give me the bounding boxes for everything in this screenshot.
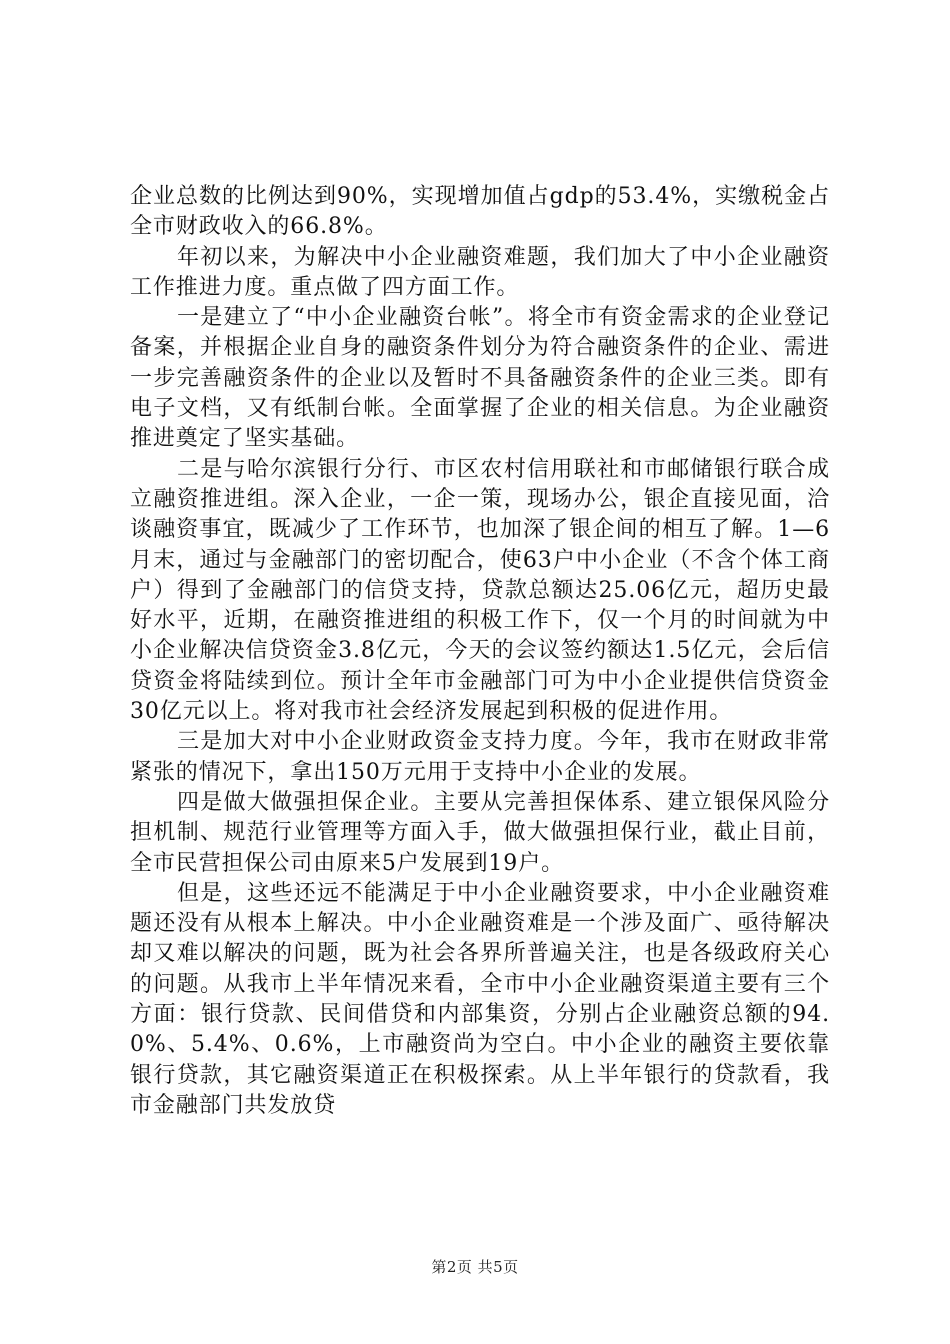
paragraph-3: 一是建立了“中小企业融资台帐”。将全市有资金需求的企业登记备案，并根据企业自身的融资条件划分为符合融资条件的企业、需进一步完善融资条件的企业以及暂时不具备融资条件的企业三类。即有电子文档，又有纸制台帐。全面掌握了企业的相关信息。为企业融资推进奠定了坚实基础。 (130, 305, 830, 452)
paragraph-7: 但是，这些还远不能满足于中小企业融资要求，中小企业融资难题还没有从根本上解决。中小企业融资难是一个涉及面广、亟待解决却又难以解决的问题，既为社会各界所普遍关注，也是各级政府关心的问题。从我市上半年情况来看，全市中小企业融资渠道主要有三个方面：银行贷款、民间借贷和内部集资，分别占企业融资总额的94.0%、5.4%、0.6%，上市融资尚为空白。中小企业的融资主要依靠银行贷款，其它融资渠道正在积极探索。从上半年银行的贷款看，我市金融部门共发放贷 (130, 880, 830, 1118)
paragraph-2: 年初以来，为解决中小企业融资难题，我们加大了中小企业融资工作推进力度。重点做了四方面工作。 (130, 244, 830, 300)
paragraph-5: 三是加大对中小企业财政资金支持力度。今年，我市在财政非常紧张的情况下，拿出150万元用于支持中小企业的发展。 (130, 729, 830, 785)
paragraph-1: 企业总数的比例达到90%，实现增加值占gdp的53.4%，实缴税金占全市财政收入的66.8%。 (130, 184, 830, 240)
page-footer: 第2页 共5页 (431, 1258, 519, 1276)
paragraph-6: 四是做大做强担保企业。主要从完善担保体系、建立银保风险分担机制、规范行业管理等方面入手，做大做强担保行业，截止目前，全市民营担保公司由原来5户发展到19户。 (130, 789, 830, 876)
document-body (130, 182, 830, 1121)
paragraph-4: 二是与哈尔滨银行分行、市区农村信用联社和市邮储银行联合成立融资推进组。深入企业，一企一策，现场办公，银企直接见面，洽谈融资事宜，既减少了工作环节，也加深了银企间的相互了解。1—6月末，通过与金融部门的密切配合，使63户中小企业（不含个体工商户）得到了金融部门的信贷支持，贷款总额达25.06亿元，超历史最好水平，近期，在融资推进组的积极工作下，仅一个月的时间就为中小企业解决信贷资金3.8亿元，今天的会议签约额达1.5亿元，会后信贷资金将陆续到位。预计全年市金融部门可为中小企业提供信贷资金30亿元以上。将对我市社会经济发展起到积极的促进作用。 (130, 456, 830, 725)
